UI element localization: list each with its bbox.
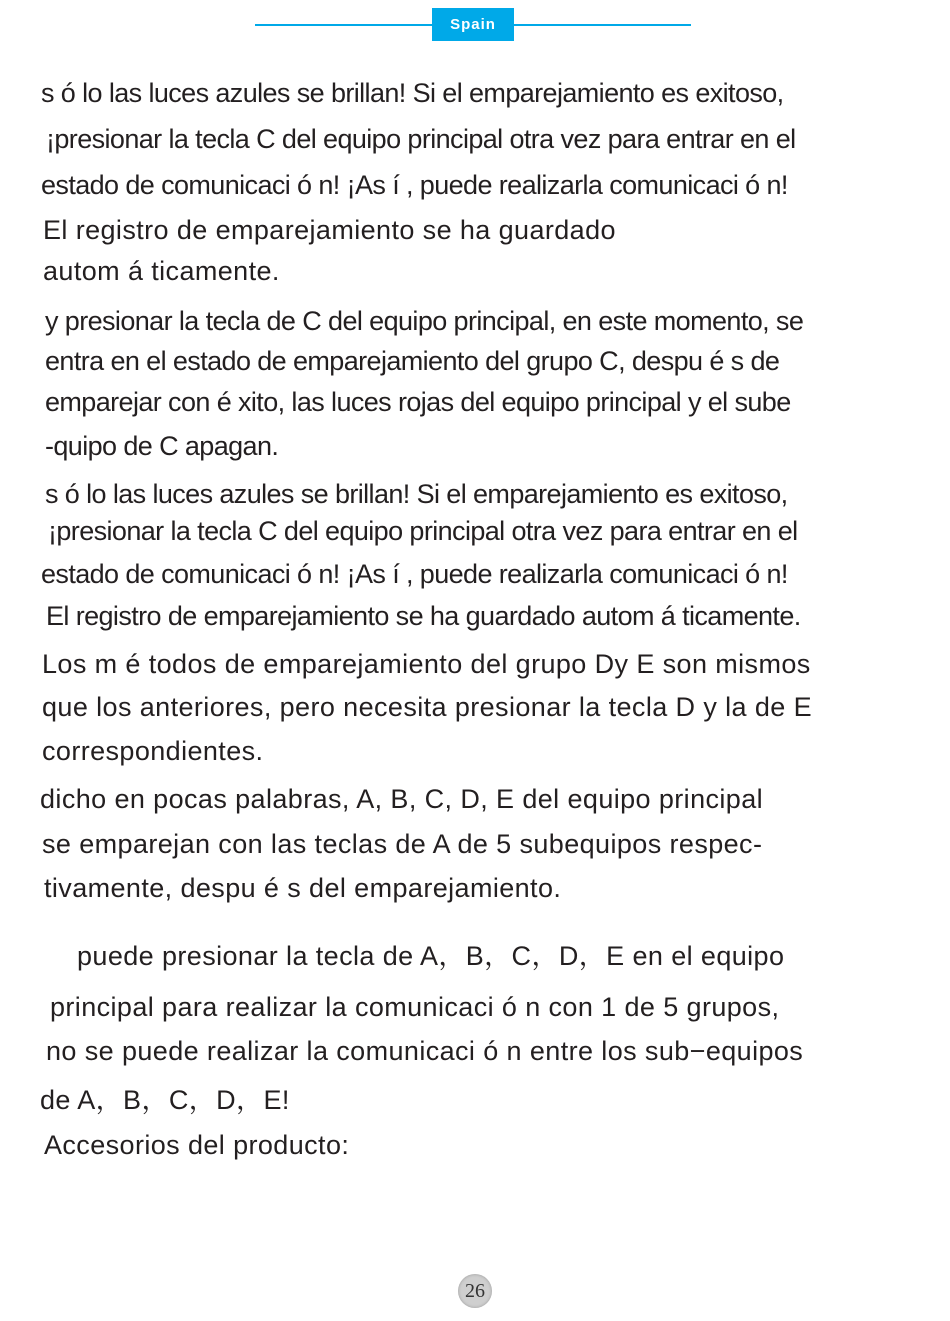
text-line: dicho en pocas palabras, A, B, C, D, E del equipo principal (40, 784, 764, 814)
text-line: emparejar con é xito, las luces rojas del equipo principal y el sube (45, 387, 791, 417)
text-line: s ó lo las luces azules se brillan! Si el emparejamiento es exitoso, (41, 78, 784, 108)
text-line: y presionar la tecla de C del equipo principal, en este momento, se (45, 306, 804, 336)
text-line: ¡presionar la tecla C del equipo principal otra vez para entrar en el (48, 516, 798, 546)
text-line: de A，B，C，D，E! (40, 1085, 290, 1115)
text-line: que los anteriores, pero necesita presionar la tecla D y la de E (42, 692, 813, 722)
text-line: tivamente, despu é s del emparejamiento. (44, 873, 562, 903)
page-number-badge: 26 (458, 1274, 492, 1308)
text-line: se emparejan con las teclas de A de 5 subequipos respec- (42, 829, 763, 859)
header-rule-right (513, 24, 691, 26)
text-line: correspondientes. (42, 736, 264, 766)
text-line: puede presionar la tecla de A，B，C，D，E en el equipo (77, 941, 785, 971)
header-rule-left (255, 24, 433, 26)
text-line: Los m é todos de emparejamiento del grupo Dy E son mismos (42, 649, 811, 679)
text-line: estado de comunicaci ó n! ¡As í , puede realizarla comunicaci ó n! (41, 559, 788, 589)
text-line: El registro de emparejamiento se ha guardado (43, 215, 616, 245)
text-line: entra en el estado de emparejamiento del grupo C, despu é s de (45, 346, 780, 376)
text-line: s ó lo las luces azules se brillan! Si el emparejamiento es exitoso, (45, 479, 788, 509)
text-line: -quipo de C apagan. (45, 431, 279, 461)
text-line: principal para realizar la comunicaci ó n con 1 de 5 grupos, (50, 992, 780, 1022)
text-line: Accesorios del producto: (44, 1130, 350, 1160)
text-line: ¡presionar la tecla C del equipo principal otra vez para entrar en el (46, 124, 796, 154)
text-line: El registro de emparejamiento se ha guardado autom á ticamente. (46, 601, 801, 631)
text-line: no se puede realizar la comunicaci ó n entre los sub−equipos (46, 1036, 804, 1066)
text-line: autom á ticamente. (43, 256, 280, 286)
header-language-tab: Spain (432, 8, 514, 41)
text-line: estado de comunicaci ó n! ¡As í , puede realizarla comunicaci ó n! (41, 170, 788, 200)
